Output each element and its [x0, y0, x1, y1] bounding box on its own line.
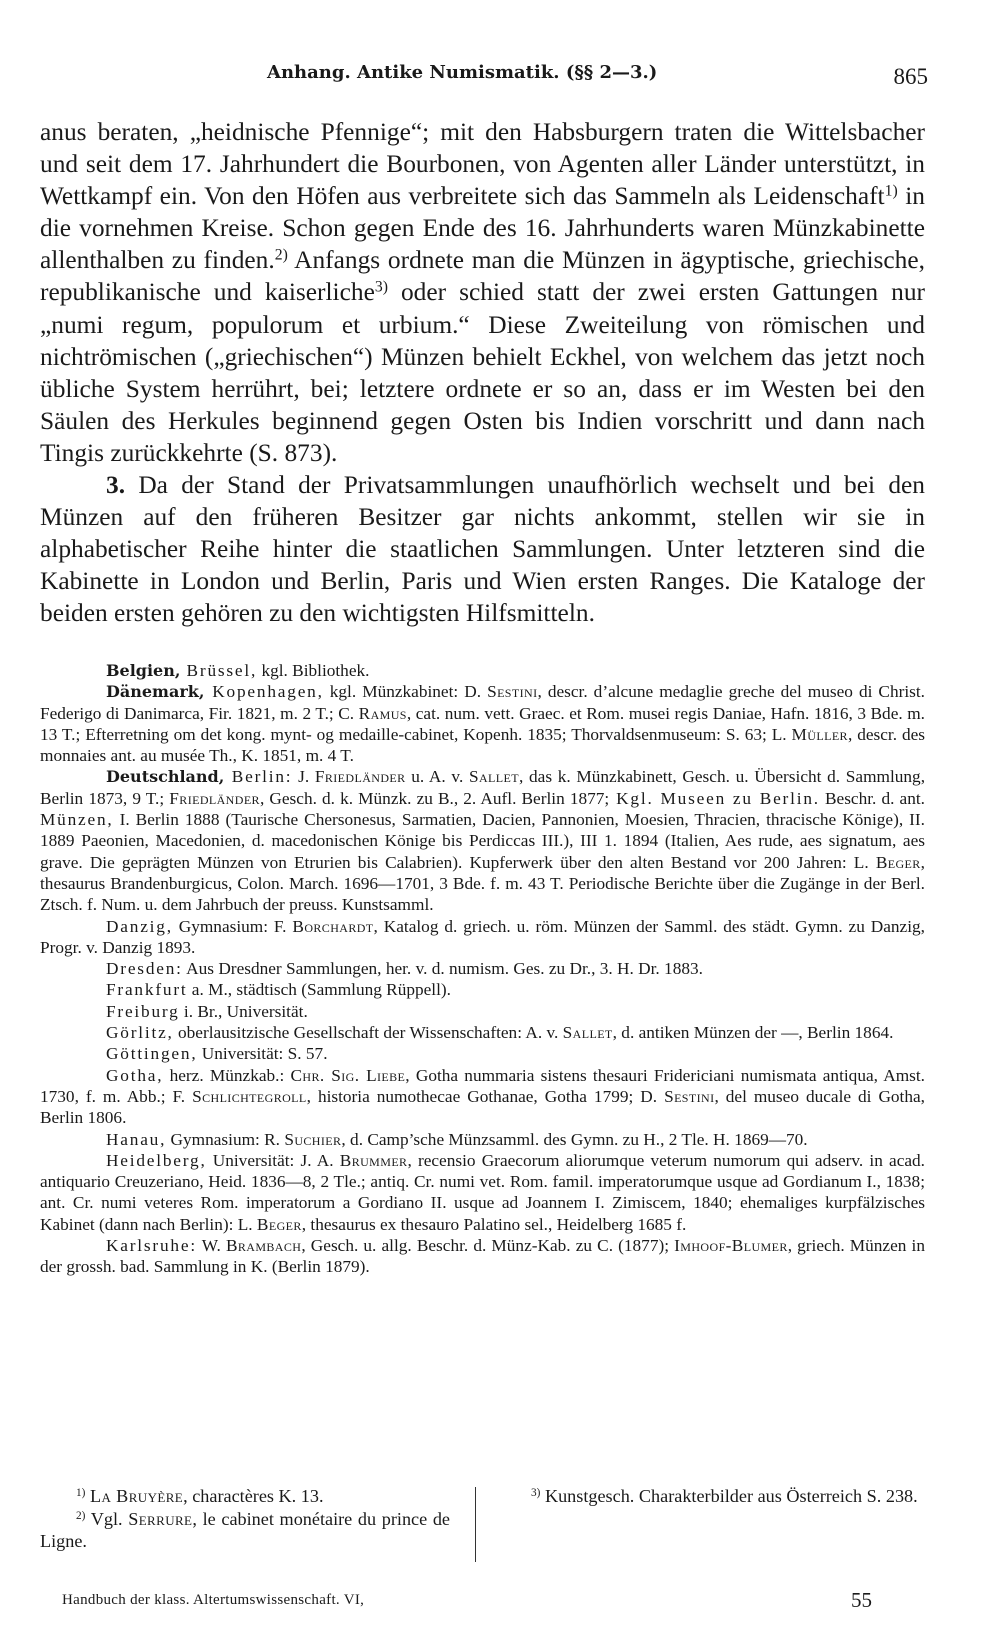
text-run: , Gotha nummaria sistens thesauri Fridericiani numismata antiqua, Amst. 1730, f. m. Abb.; F.: [40, 1065, 925, 1106]
text-run: , le cabinet monétaire du prince de Ligne.: [40, 1508, 451, 1551]
text-run: W.: [196, 1236, 226, 1256]
author-name: Beger: [256, 1214, 302, 1234]
text-run: Vgl.: [85, 1508, 129, 1529]
text-run: oder schied statt der zwei ersten Gattungen nur „numi regum, populorum et urbium.“ Diese Zweiteilung von römischen und nichtrömischen („griechischen“) Münzen behielt Eckhel, von welchem das jetzt noch übliche System herrührt, bei; letztere ordnete er so an, dass er im Westen bei den Säulen des Herkules beginnend gegen Osten bis Indien vorschritt und dann nach Tingis zurückkehrte (S. 873).: [40, 278, 925, 467]
footnote-3: [495, 1485, 925, 1508]
author-name: Müller: [791, 724, 848, 744]
author-name: Serrure: [128, 1508, 193, 1529]
author-name: Sallet: [468, 767, 519, 787]
section-number: 3.: [106, 471, 126, 500]
text-run: in die vornehmen Kreise. Schon gegen Ende des 16. Jahrhunderts waren Münzkabinette allenthalben zu finden.: [40, 182, 925, 275]
text-run: , recensio Graecorum aliorumque veterum numorum qui adserv. in acad. antiquario Creuzeriano, Heid. 1836—8, 2 Tle.; antiq. Cr. numi vet. Rom. famil. imperatorumque usque ad Gordianum I., 1838; ant. Cr. numi veteres Rom. imperatorum a Gordiano II. usque ad Joannem I. Zimiscem, 1840; ehemaliges kurpfälzisches Kabinet (dann nach Berlin): L.: [40, 1150, 925, 1234]
footnote-ref-2: 2): [274, 246, 288, 264]
text-run: Da der Stand der Privatsammlungen unaufhörlich wechselt und bei den Münzen auf den früheren Besitzer gar nichts ankommt, stellen wir sie in alphabetischer Reihe hinter die staatlichen Sammlungen. Unter letzteren sind die Kabinette in London und Berlin, Paris und Wien ersten Ranges. Die Kataloge der beiden ersten gehören zu den wichtigsten Hilfsmitteln.: [40, 471, 925, 628]
text-run: Kunstgesch. Charakterbilder aus Österreich S. 238.: [540, 1486, 918, 1506]
text-run: , griech. Münzen in der grossh. bad. Sammlung in K. (Berlin 1879).: [40, 1236, 925, 1277]
page-number: 865: [893, 64, 928, 89]
text-run: , thesaurus Brandenburgicus, Colon. March. 1696—1701, 3 Bde. f. m. 43 T. Periodische Berichte über die Zugänge in der Berl. Ztsch. f. Num. u. dem Jahrbuch der preuss. Kunstsamml.: [40, 852, 925, 915]
country-heading: Dänemark,: [106, 682, 205, 702]
footnote-ref-3: 3): [374, 278, 388, 296]
author-name: Borchardt: [292, 916, 374, 936]
entry-freiburg: [40, 1001, 925, 1022]
text-run: Gymnasium: F.: [172, 916, 293, 936]
author-name: Chr. Sig. Liebe: [290, 1065, 406, 1085]
author-name: Sestini: [664, 1086, 715, 1106]
place-name: Brüssel,: [180, 661, 258, 680]
entry-frankfurt: [40, 979, 925, 1000]
footnote-2: [40, 1508, 450, 1553]
text-run: , descr. d’alcune medaglie greche del museo di Christ. Federigo di Danimarca, Fir. 1821, m. 2 T.; C.: [40, 682, 926, 723]
author-name: Brambach: [225, 1236, 302, 1256]
footnote-column-right: [495, 1485, 925, 1508]
footnote-ref-1: 1): [884, 182, 898, 200]
place-name: Dresden:: [106, 959, 183, 979]
text-run: herz. Münzkab.:: [163, 1065, 291, 1085]
entry-belgien: [40, 660, 925, 681]
paragraph-2: [40, 469, 925, 629]
place-name: Heidelberg,: [106, 1150, 207, 1170]
entry-goettingen: [40, 1043, 925, 1064]
text-run: kgl. Münzkabinet: D.: [323, 682, 488, 702]
country-heading: Deutschland,: [106, 767, 225, 787]
footnote-column-left: [40, 1485, 450, 1553]
place-name: Göttingen,: [106, 1044, 198, 1064]
text-run: I. Berlin 1888 (Taurische Chersonesus, Sarmatien, Dacien, Pannonien, Moesien, Thracien, thracische Könige), II. 1889 Paeonien, Macedonien, d. macedonischen Könige bis Perdiccas III.), III 1. 1894 (Italien, Aes rude, aes signatum, aes grave. Die geprägten Münzen von Etrurien bis Calabrien). Kupferwerk über den alten Bestand vor 200 Jahren: L.: [40, 810, 925, 872]
author-name: Ramus: [358, 703, 407, 723]
author-name: Friedländer: [169, 788, 260, 808]
text-run: , Gesch. d. k. Münzk. zu B., 2. Aufl. Berlin 1877;: [259, 788, 610, 808]
text-run: , d. antiken Münzen der —, Berlin 1864.: [612, 1023, 894, 1043]
author-name: Schlichtegroll: [192, 1086, 307, 1106]
place-name: Berlin:: [224, 767, 293, 787]
footnote-1: [40, 1485, 450, 1508]
text-run: J.: [292, 767, 315, 787]
place-name: Kopenhagen,: [204, 682, 324, 702]
entry-heidelberg: [40, 1150, 925, 1235]
place-name: Danzig,: [106, 916, 173, 936]
footnote-mark: 1): [76, 1486, 86, 1499]
text-run: anus beraten, „heidnische Pfennige“; mit den Habsburgern traten die Wittelsbacher und seit dem 17. Jahrhundert die Bourbonen, von Agenten aller Länder unterstützt, in Wettkampf ein. Von den Höfen aus verbreitete sich das Sammeln als Leidenschaft: [40, 118, 925, 211]
entry-gotha: [40, 1065, 925, 1129]
author-name: Sestini: [487, 682, 538, 702]
text-run: , das k. Münzkabinett, Gesch. u. Übersicht d. Sammlung, Berlin 1873, 9 T.;: [40, 767, 926, 808]
spaced-text: Kgl. Museen zu Berlin.: [609, 788, 820, 808]
text-run: , Katalog d. griech. u. röm. Münzen der Samml. des städt. Gymn. zu Danzig, Progr. v. Danzig 1893.: [40, 916, 925, 957]
text-run: Gymnasium: R.: [166, 1129, 285, 1149]
running-head: [40, 54, 928, 90]
author-name: Sallet: [562, 1023, 613, 1043]
place-name: Gotha,: [106, 1065, 164, 1085]
text-run: , del museo ducale di Gotha, Berlin 1806.: [40, 1086, 925, 1128]
place-name: Freiburg: [106, 1001, 180, 1021]
collection-list: [40, 660, 925, 1278]
place-name: Görlitz,: [106, 1023, 174, 1043]
text-run: , d. Camp’sche Münzsamml. des Gymn. zu H., 2 Tle. H. 1869—70.: [341, 1129, 808, 1149]
text-run: , charactères K. 13.: [183, 1486, 324, 1506]
text-run: , thesaurus ex thesauro Palatino sel., Heidelberg 1685 f.: [301, 1214, 687, 1234]
text-run: u. A. v.: [405, 767, 469, 787]
text-run: Beschr. d. ant.: [819, 788, 925, 808]
text-run: , Gesch. u. allg. Beschr. d. Münz-Kab. zu C. (1877);: [301, 1236, 675, 1256]
text-run: , descr. des monnaies ant. au musée Th., K. 1851, m. 4 T.: [40, 724, 925, 766]
footnote-divider: [475, 1487, 476, 1562]
spaced-text: Münzen,: [40, 810, 114, 830]
entry-daenemark: [40, 681, 925, 766]
paragraph-1: [40, 116, 925, 469]
text-run: , historia numothecae Gothanae, Gotha 1799; D.: [306, 1086, 665, 1106]
entry-karlsruhe: [40, 1235, 925, 1278]
text-run: i. Br., Universität.: [179, 1001, 308, 1021]
signature-number: 55: [851, 1588, 872, 1612]
entry-goerlitz: [40, 1022, 925, 1043]
author-name: Beger: [875, 852, 921, 872]
place-name: Karlsruhe:: [106, 1236, 197, 1256]
text-run: kgl. Bibliothek.: [257, 661, 370, 680]
printer-signature: [62, 1588, 872, 1616]
running-title: Anhang. Antike Numismatik. (§§ 2—3.): [267, 62, 658, 83]
author-name: Suchier: [284, 1129, 342, 1149]
text-run: oberlausitzische Gesellschaft der Wissenschaften: A. v.: [173, 1023, 563, 1043]
author-name: Brummer: [339, 1150, 408, 1170]
country-heading: Belgien,: [106, 661, 181, 680]
author-name: Friedländer: [314, 767, 406, 787]
text-run: Aus Dresdner Sammlungen, her. v. d. numism. Ges. zu Dr., 3. H. Dr. 1883.: [182, 959, 703, 979]
footnote-mark: 3): [531, 1486, 541, 1499]
entry-deutschland: [40, 766, 925, 915]
text-run: Anfangs ordnete man die Münzen in ägyptische, griechische, republikanische und kaiserliche: [40, 246, 925, 307]
author-name: Imhoof-Blumer: [674, 1236, 788, 1256]
footnotes: [40, 1485, 925, 1569]
signature-text: Handbuch der klass. Altertumswissenschaft. VI,: [62, 1592, 365, 1608]
text-run: a. M., städtisch (Sammlung Rüppell).: [187, 980, 451, 1000]
author-name: La Bruyère: [89, 1486, 184, 1506]
place-name: Hanau,: [106, 1129, 167, 1149]
text-run: Universität: J. A.: [206, 1150, 340, 1170]
entry-danzig: [40, 916, 925, 959]
text-run: Universität: S. 57.: [197, 1044, 328, 1064]
main-text: [40, 116, 925, 630]
entry-hanau: [40, 1129, 925, 1150]
place-name: Frankfurt: [106, 980, 188, 1000]
footnote-mark: 2): [76, 1509, 86, 1522]
text-run: , cat. num. vett. Graec. et Rom. musei regis Daniae, Hafn. 1816, 3 Bde. m. 13 T.; Efterretning om det kong. mynt- og medaille-cabinet, Kopenh. 1835; Thorvaldsenmuseum: S. 63; L.: [40, 703, 925, 744]
entry-dresden: [40, 958, 925, 979]
